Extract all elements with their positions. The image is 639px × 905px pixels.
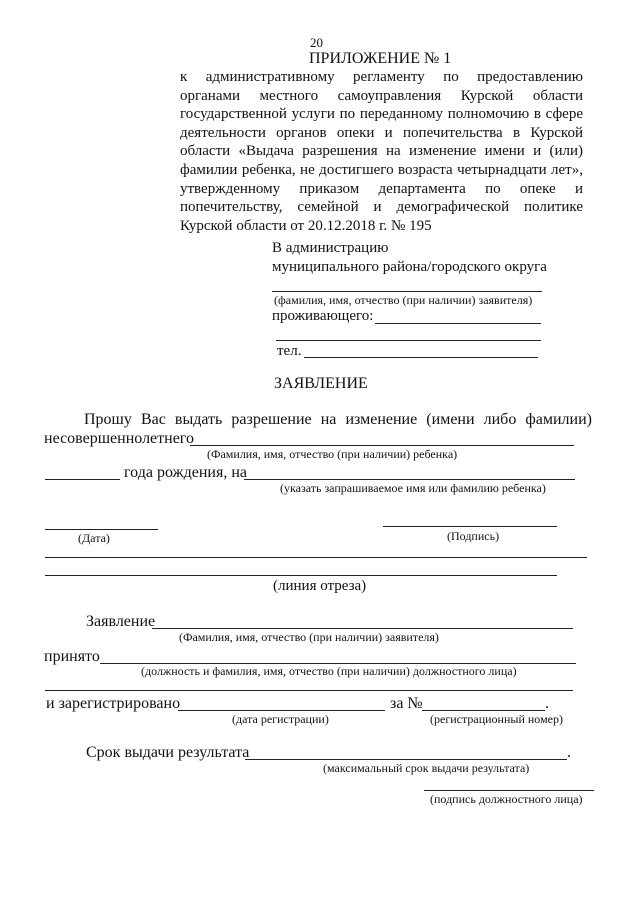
child-name-field[interactable] bbox=[190, 445, 574, 446]
annex-title: ПРИЛОЖЕНИЕ № 1 bbox=[309, 50, 452, 67]
date-field[interactable] bbox=[45, 529, 158, 530]
application-title: ЗАЯВЛЕНИЕ bbox=[274, 375, 368, 392]
signature-caption: (Подпись) bbox=[447, 529, 500, 543]
request-text: Прошу Вас выдать разрешение на изменение (имени либо фамилии) bbox=[84, 411, 592, 428]
birth-year-label: года рождения, на bbox=[124, 464, 247, 481]
reg-date-field[interactable] bbox=[178, 710, 385, 711]
date-caption: (Дата) bbox=[78, 531, 110, 545]
signature-field[interactable] bbox=[383, 526, 557, 527]
number-label: за № bbox=[390, 695, 423, 712]
receipt-applicant-field[interactable] bbox=[152, 628, 573, 629]
applicant-name-field[interactable] bbox=[272, 291, 542, 292]
reg-date-caption: (дата регистрации) bbox=[232, 712, 329, 726]
residing-label: проживающего: bbox=[272, 308, 374, 324]
address-field-2[interactable] bbox=[276, 340, 541, 341]
phone-label: тел. bbox=[277, 343, 302, 359]
cut-line-label: (линия отреза) bbox=[273, 578, 367, 594]
birth-year-field[interactable] bbox=[45, 479, 120, 480]
registered-label: и зарегистрировано bbox=[46, 695, 181, 712]
reg-number-caption: (регистрационный номер) bbox=[430, 712, 563, 726]
official-caption: (должность и фамилия, имя, отчество (при наличии) должностного лица) bbox=[141, 664, 517, 678]
child-caption: (Фамилия, имя, отчество (при наличии) ребенка) bbox=[207, 447, 458, 461]
addressee-line-2: муниципального района/городского округа bbox=[272, 259, 547, 275]
address-field[interactable] bbox=[375, 323, 541, 324]
cut-line-upper bbox=[45, 557, 587, 558]
official-signature-field[interactable] bbox=[424, 790, 594, 791]
term-field[interactable] bbox=[245, 759, 567, 760]
annex-line: государственной услуги по переданному полномочию в сфере bbox=[180, 106, 583, 123]
term-end: . bbox=[567, 744, 571, 761]
official-field-2[interactable] bbox=[45, 690, 573, 691]
annex-line: Курской области от 20.12.2018 г. № 195 bbox=[180, 217, 432, 234]
annex-line: органами местного самоуправления Курской области bbox=[180, 87, 583, 104]
new-name-field[interactable] bbox=[244, 479, 575, 480]
accepted-label: принято bbox=[44, 648, 100, 665]
phone-field[interactable] bbox=[304, 357, 538, 358]
term-label: Срок выдачи результата bbox=[86, 744, 250, 761]
official-signature-caption: (подпись должностного лица) bbox=[430, 792, 583, 806]
page-number: 20 bbox=[310, 35, 323, 50]
cut-line-lower bbox=[45, 575, 557, 576]
applicant-caption: (фамилия, имя, отчество (при наличии) заявителя) bbox=[274, 293, 533, 307]
annex-line: фамилии ребенка, не достигшего возраста четырнадцати лет», bbox=[180, 162, 583, 178]
addressee-line-1: В администрацию bbox=[272, 240, 389, 256]
annex-line: к административному регламенту по предоставлению bbox=[180, 69, 583, 85]
annex-line: утвержденному приказом департамента по опеке и bbox=[180, 180, 583, 197]
annex-line: области «Выдача разрешения на изменение имени и (или) bbox=[180, 143, 583, 160]
statement-label: Заявление bbox=[86, 613, 156, 630]
annex-line: деятельности органов опеки и попечительства в Курской bbox=[180, 124, 583, 141]
annex-line: попечительству, семейной и демографической политике bbox=[180, 199, 583, 216]
minor-label: несовершеннолетнего bbox=[44, 430, 194, 447]
reg-number-field[interactable] bbox=[422, 710, 545, 711]
receipt-applicant-caption: (Фамилия, имя, отчество (при наличии) заявителя) bbox=[179, 630, 439, 644]
term-caption: (максимальный срок выдачи результата) bbox=[323, 761, 530, 775]
new-name-caption: (указать запрашиваемое имя или фамилию ребенка) bbox=[280, 481, 546, 495]
number-end: . bbox=[545, 695, 549, 712]
